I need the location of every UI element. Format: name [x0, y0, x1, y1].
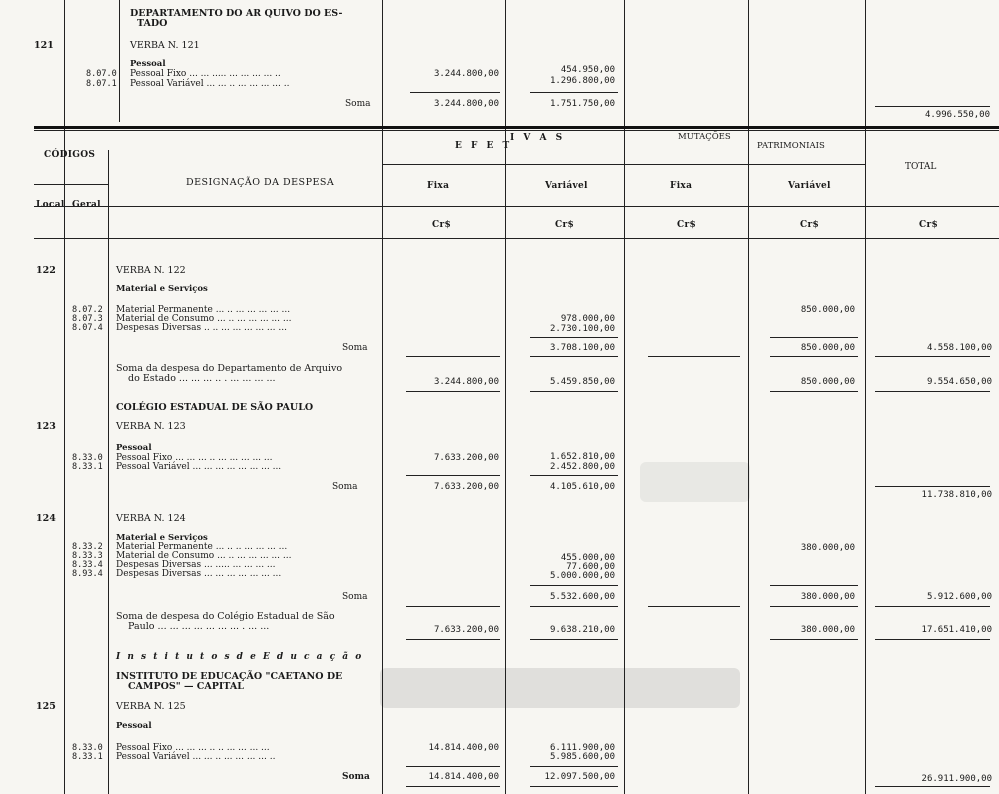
- soma-label: Soma: [342, 343, 368, 353]
- college-soma-total: 17.651.410,00: [921, 625, 992, 635]
- sum-rule: [875, 606, 990, 607]
- currency-total: Cr$: [919, 220, 939, 230]
- sum-rule: [406, 786, 500, 787]
- rule-variavel: [624, 0, 625, 794]
- verba-125: VERBA N. 125: [116, 701, 186, 712]
- row-variavel: 1.652.810,00: [549, 452, 615, 462]
- scan-smudge: [640, 462, 750, 502]
- row-label: Pessoal Fixo ... ... ... .. ... ... ... ... ...: [116, 453, 273, 463]
- sum-rule: [530, 585, 618, 586]
- row-variavel: 5.985.600,00: [549, 752, 615, 762]
- college-soma-fixa: 7.633.200,00: [433, 625, 499, 635]
- codigos-rule: [34, 184, 108, 185]
- row-label: Material de Consumo ... .. ... ... ... ... ...: [116, 551, 292, 561]
- row-label: Pessoal Fixo ... ... ... .. .. ... ... ... ...: [116, 743, 270, 753]
- row-patrimonial: 850.000,00: [800, 305, 855, 315]
- college-soma-patrimonial: 380.000,00: [800, 625, 855, 635]
- verba-122: VERBA N. 122: [116, 265, 186, 276]
- row-variavel: 6.111.900,00: [549, 743, 615, 753]
- fixa-heading: Fixa: [427, 181, 450, 191]
- sum-rule: [770, 585, 858, 586]
- pessoal-label: Pessoal: [130, 59, 166, 69]
- dept-soma-total: 9.554.650,00: [926, 377, 992, 387]
- college-heading: COLÉGIO ESTADUAL DE SÃO PAULO: [116, 402, 314, 413]
- dept-soma-label-1: Soma da despesa do Departamento de Arquivo: [116, 363, 343, 374]
- code-122: 122: [36, 265, 56, 276]
- dept-title-2: TADO: [137, 18, 168, 29]
- sum-rule: [875, 639, 990, 640]
- row-code: 8.33.2: [72, 542, 103, 552]
- soma-total: 11.738.810,00: [921, 490, 992, 500]
- sum-rule: [770, 337, 858, 338]
- currency-mut-fixa: Cr$: [677, 220, 697, 230]
- soma-label: Soma: [342, 772, 370, 782]
- row-code: 8.07.1: [86, 79, 117, 89]
- soma-total: 26.911.900,00: [921, 774, 992, 784]
- soma-variavel: 1.751.750,00: [549, 99, 615, 109]
- scan-smudge: [380, 668, 740, 708]
- material-servicos-label: Material e Serviços: [116, 533, 208, 543]
- sum-rule: [530, 786, 618, 787]
- sum-rule: [530, 766, 618, 767]
- row-label: Material Permanente ... .. ... ... ... ... ...: [116, 305, 291, 315]
- sum-rule: [530, 639, 618, 640]
- subheader-rule: [382, 164, 865, 165]
- sum-rule: [770, 356, 858, 357]
- row-code: 8.07.2: [72, 305, 103, 315]
- sum-rule: [530, 475, 618, 476]
- soma-label: Soma: [342, 592, 368, 602]
- row-label: Pessoal Variável ... ... .. ... ... ... ... ..: [116, 752, 276, 762]
- code-123: 123: [36, 421, 56, 432]
- sum-rule: [770, 391, 858, 392]
- soma-fixa: 7.633.200,00: [433, 482, 499, 492]
- sum-rule: [530, 356, 618, 357]
- header-top-rule: [34, 126, 999, 129]
- sum-rule: [875, 106, 990, 107]
- row-code: 8.93.4: [72, 569, 103, 579]
- rule-designacao: [382, 0, 383, 794]
- soma-label: Soma: [332, 482, 358, 492]
- currency-mut-variavel: Cr$: [800, 220, 820, 230]
- college-soma-label-2: Paulo ... ... ... ... ... ... ... . ... ...: [128, 621, 270, 632]
- sum-rule: [406, 391, 500, 392]
- row-variavel: 2.452.800,00: [549, 462, 615, 472]
- soma-patrimonial: 850.000,00: [800, 343, 855, 353]
- college-soma-label-1: Soma de despesa do Colégio Estadual de São: [116, 611, 335, 622]
- variavel-heading: Variável: [545, 181, 588, 191]
- row-patrimonial: 380.000,00: [800, 543, 855, 553]
- top-total: 4.996.550,00: [924, 110, 990, 120]
- sum-rule: [530, 337, 618, 338]
- rule-total: [865, 0, 866, 794]
- designacao-heading: DESIGNAÇÃO DA DESPESA: [186, 177, 335, 188]
- rule-mut-fixa: [748, 0, 749, 794]
- verba-121: VERBA N. 121: [130, 40, 200, 51]
- verba-123: VERBA N. 123: [116, 421, 186, 432]
- row-fixa: 3.244.800,00: [433, 69, 499, 79]
- row-code: 8.33.0: [72, 453, 103, 463]
- row-variavel: 1.296.800,00: [549, 76, 615, 86]
- row-label: Material Permanente ... .. .. ... ... ... ...: [116, 542, 288, 552]
- sum-rule: [410, 92, 500, 93]
- efet-heading: E F E T: [455, 141, 513, 151]
- currency-variavel: Cr$: [555, 220, 575, 230]
- row-code: 8.07.4: [72, 323, 103, 333]
- rule-geral: [108, 150, 109, 794]
- dept-soma-label-2: do Estado ... ... ... .. . ... ... ... ...: [128, 373, 276, 384]
- sum-rule: [406, 356, 500, 357]
- row-label: Despesas Diversas .. .. ... ... ... ... ... ...: [116, 323, 287, 333]
- rule-local: [64, 0, 65, 794]
- sum-rule: [875, 391, 990, 392]
- patrimoniais-heading: PATRIMONIAIS: [757, 141, 825, 151]
- dept-soma-patrimonial: 850.000,00: [800, 377, 855, 387]
- sum-rule: [648, 606, 740, 607]
- row-variavel: 978.000,00: [560, 314, 615, 324]
- institute-title-1: INSTITUTO DE EDUCAÇÃO "CAETANO DE: [116, 671, 343, 682]
- soma-label: Soma: [345, 99, 371, 109]
- sum-rule: [406, 606, 500, 607]
- row-code: 8.33.1: [72, 752, 103, 762]
- row-code: 8.07.3: [72, 314, 103, 324]
- sum-rule: [406, 475, 500, 476]
- material-servicos-label: Material e Serviços: [116, 284, 208, 294]
- soma-patrimonial: 380.000,00: [800, 592, 855, 602]
- row-fixa: 14.814.400,00: [428, 743, 499, 753]
- currency-fixa: Cr$: [432, 220, 452, 230]
- soma-fixa: 3.244.800,00: [433, 99, 499, 109]
- soma-variavel: 5.532.600,00: [549, 592, 615, 602]
- institutos-heading: I n s t i t u t o s d e E d u c a ç ã o: [116, 652, 364, 662]
- row-variavel: 5.000.000,00: [549, 571, 615, 581]
- row-code: 8.33.1: [72, 462, 103, 472]
- row-variavel: 2.730.100,00: [549, 324, 615, 334]
- codigos-heading: CÓDIGOS: [44, 150, 96, 160]
- sum-rule: [770, 639, 858, 640]
- soma-total: 5.912.600,00: [926, 592, 992, 602]
- verba-124: VERBA N. 124: [116, 513, 186, 524]
- row-variavel: 455.000,00: [560, 553, 615, 563]
- row-variavel: 77.600,00: [566, 562, 615, 572]
- row-label: Pessoal Variável ... ... .. ... ... ... ... ..: [130, 79, 290, 89]
- sum-rule: [530, 391, 618, 392]
- soma-variavel: 12.097.500,00: [544, 772, 615, 782]
- row-code: 8.33.0: [72, 743, 103, 753]
- mut-variavel-heading: Variável: [788, 181, 831, 191]
- mutacoes-heading: MUTAÇÕES: [678, 132, 731, 142]
- total-heading: TOTAL: [905, 162, 937, 172]
- dept-soma-variavel: 5.459.850,00: [549, 377, 615, 387]
- row-variavel: 454.950,00: [560, 65, 615, 75]
- code-125: 125: [36, 701, 56, 712]
- row-fixa: 7.633.200,00: [433, 453, 499, 463]
- row-label: Pessoal Fixo ... ... ..... ... ... ... ... ..: [130, 69, 281, 79]
- sum-rule: [406, 766, 500, 767]
- row-code: 8.33.4: [72, 560, 103, 570]
- dept-title-1: DEPARTAMENTO DO AR QUIVO DO ES-: [130, 8, 343, 19]
- sum-rule: [406, 639, 500, 640]
- sum-rule: [875, 486, 990, 487]
- header-top-rule-2: [34, 130, 999, 131]
- soma-fixa: 14.814.400,00: [428, 772, 499, 782]
- local-heading: Local: [36, 200, 65, 210]
- code-121: 121: [34, 40, 54, 51]
- geral-heading: Geral: [72, 200, 101, 210]
- sum-rule: [530, 92, 618, 93]
- row-label: Despesas Diversas ... ... ... ... ... ... ...: [116, 569, 282, 579]
- college-soma-variavel: 9.638.210,00: [549, 625, 615, 635]
- row-label: Despesas Diversas ... ..... ... ... ... ...: [116, 560, 276, 570]
- pessoal-label: Pessoal: [116, 721, 152, 731]
- sum-rule: [770, 606, 858, 607]
- sum-rule: [875, 786, 990, 787]
- rule-fixa: [505, 0, 506, 794]
- soma-variavel: 4.105.610,00: [549, 482, 615, 492]
- dept-soma-fixa: 3.244.800,00: [433, 377, 499, 387]
- sum-rule: [875, 356, 990, 357]
- pessoal-label: Pessoal: [116, 443, 152, 453]
- row-code: 8.07.0: [86, 69, 117, 79]
- sum-rule: [648, 356, 740, 357]
- soma-total: 4.558.100,00: [926, 343, 992, 353]
- row-label: Material de Consumo ... .. ... ... ... ... ...: [116, 314, 292, 324]
- institute-title-2: CAMPOS" — CAPITAL: [128, 681, 244, 692]
- row-code: 8.33.3: [72, 551, 103, 561]
- header-mid-rule: [34, 206, 999, 207]
- mut-fixa-heading: Fixa: [670, 181, 693, 191]
- ivas-heading: I V A S: [510, 133, 566, 143]
- soma-variavel: 3.708.100,00: [549, 343, 615, 353]
- code-124: 124: [36, 513, 56, 524]
- row-label: Pessoal Variável ... ... ... ... ... ... ... ...: [116, 462, 282, 472]
- sum-rule: [530, 606, 618, 607]
- rule-geral-top: [119, 0, 120, 122]
- header-bottom-rule: [34, 238, 999, 239]
